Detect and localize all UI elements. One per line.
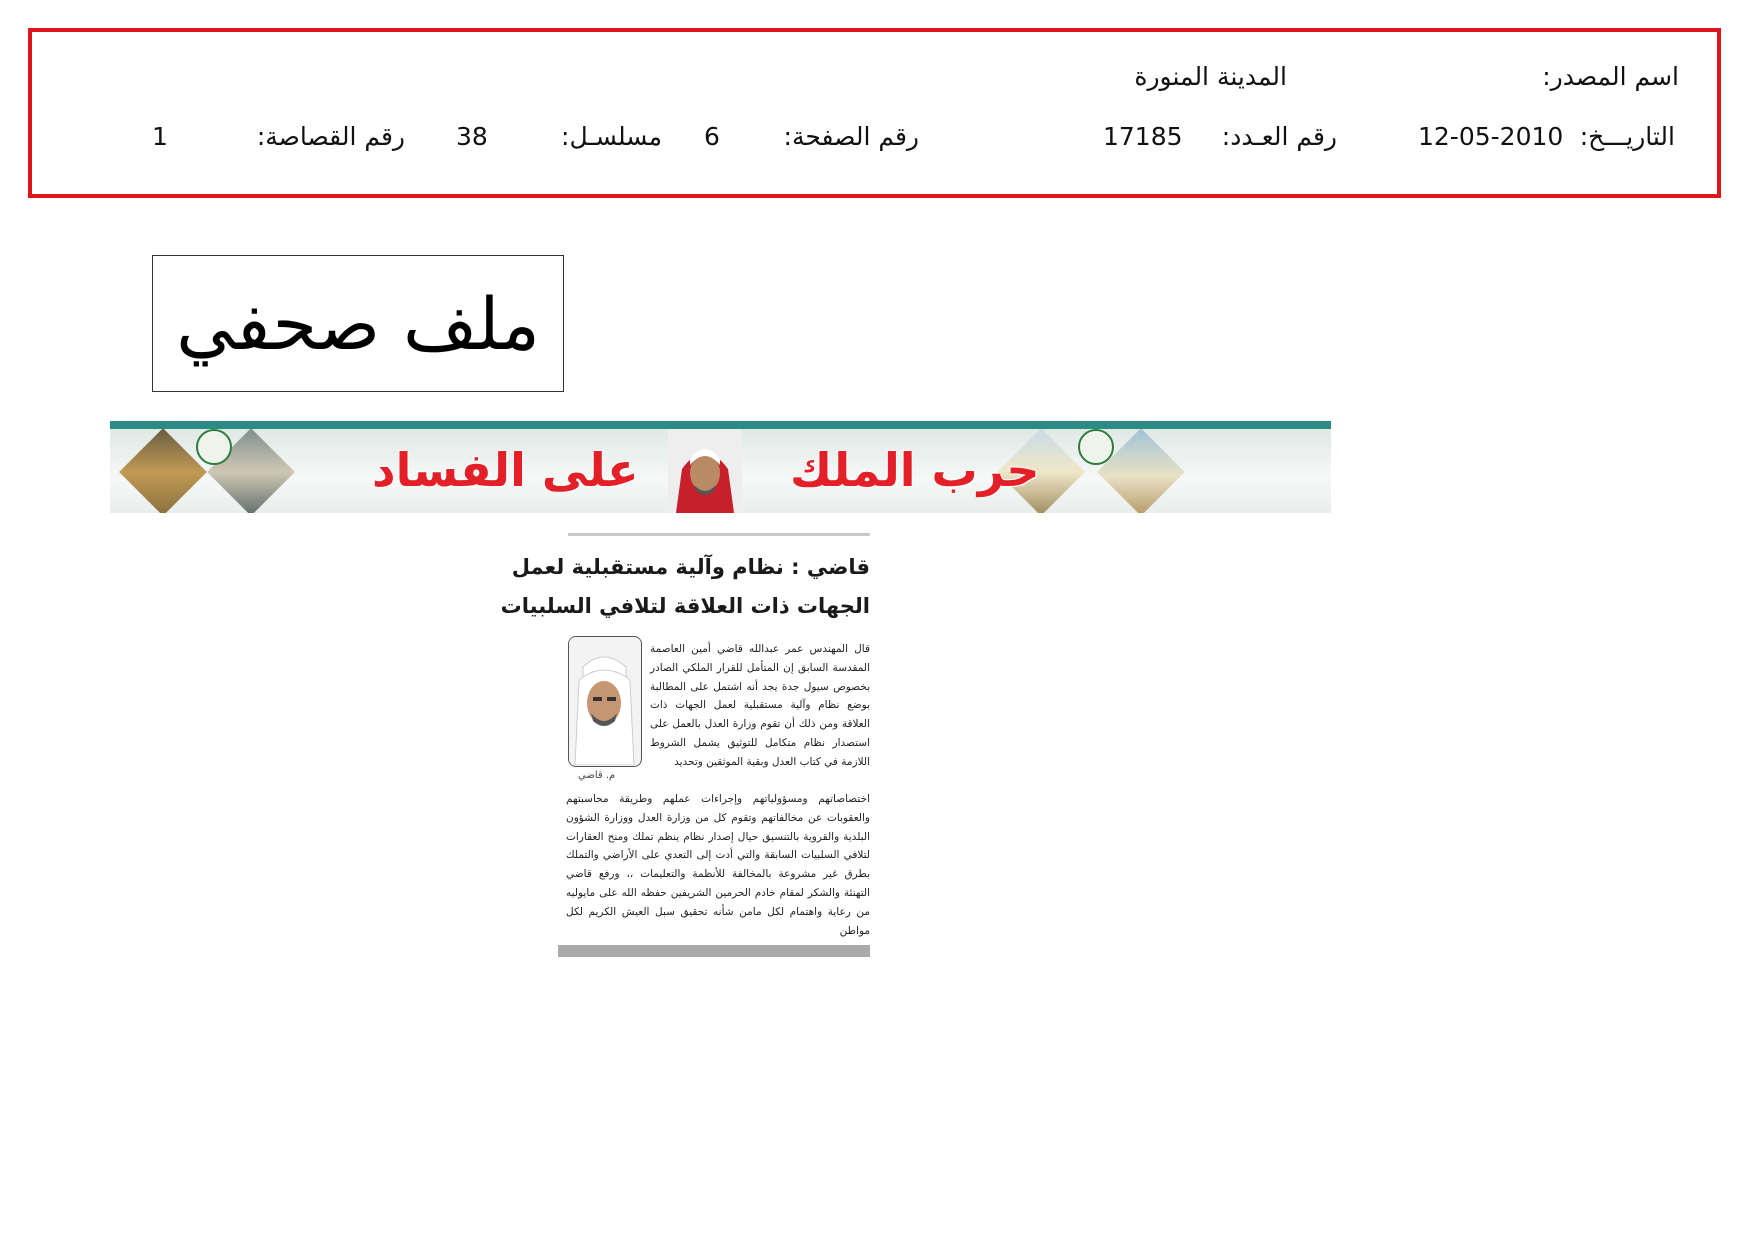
clip-label: رقم القصاصة: <box>256 122 405 151</box>
article-body-part-1: قال المهندس عمر عبدالله قاضي أمين العاصمة المقدسة السابق إن المتأمل للقرار الملكي الصادر بخصوص سيول جدة يجد أنه اشتمل على المطالبة بوضع نظام وآلية مستقبلية لعمل الجهات ذات العلاقة ومن ذلك أن تقوم وزارة العدل بالعمل على استصدار نظام متكامل للتوثيق يشمل الشروط اللازمة في كتاب العدل وبقية الموثقين وتحديد <box>650 643 870 768</box>
date-label: التاريـــخ: <box>1579 122 1675 151</box>
date-value: 12-05-2010 <box>1418 122 1564 151</box>
photo-caption: م. قاضي <box>578 770 616 781</box>
campaign-banner <box>110 421 1331 513</box>
page-label: رقم الصفحة: <box>783 122 919 151</box>
source-label: اسم المصدر: <box>1542 62 1679 91</box>
banner-title-left: حرب الملك <box>790 443 1040 497</box>
justice-scales-icon <box>196 429 232 465</box>
banner-photo-diamond <box>119 428 207 513</box>
article-body-part-2: اختصاصاتهم ومسؤولياتهم وإجراءات عملهم وطريقة محاسبتهم والعقوبات عن مخالفاتهم وتقوم كل من وزارة العدل ووزارة الشؤون البلدية والقروية بالتنسيق حيال إصدار نظام ينظم تملك ومنح العقارات لتلافي السلبيات السابقة والتي أدت إلى التعدي على الأراضي والتملك بطرق غير مشروعة بالمخالفة للأنظمة والتعليمات ،، ورفع قاضي التهنئة والشكر لمقام خادم الحرمين الشريفين حفظه الله على مايوليه من رعاية واهتمام لكل مامن شأنه تحقيق سبل العيش الكريم لكل مواطن <box>566 793 870 937</box>
issue-value: 17185 <box>1103 122 1183 151</box>
serial-value: 38 <box>456 122 488 151</box>
article-bottom-bar <box>558 945 870 957</box>
press-file-title-box <box>152 255 564 392</box>
press-file-title: ملف صحفي <box>176 281 540 366</box>
serial-label: مسلسـل: <box>561 122 662 151</box>
article-headline-line-2: الجهات ذات العلاقة لتلافي السلبيات <box>500 594 870 618</box>
author-photo <box>568 636 642 767</box>
source-value: المدينة المنورة <box>1134 62 1287 91</box>
ministry-emblem-icon <box>1078 429 1114 465</box>
banner-title-right: على الفساد <box>372 443 639 497</box>
article-top-rule <box>568 533 870 536</box>
clip-value: 1 <box>152 122 168 151</box>
article-headline-line-1: قاضي : نظام وآلية مستقبلية لعمل <box>511 555 870 579</box>
king-portrait <box>668 429 742 513</box>
issue-label: رقم العـدد: <box>1221 122 1337 151</box>
page-value: 6 <box>704 122 720 151</box>
clipping-info-box <box>28 28 1721 198</box>
